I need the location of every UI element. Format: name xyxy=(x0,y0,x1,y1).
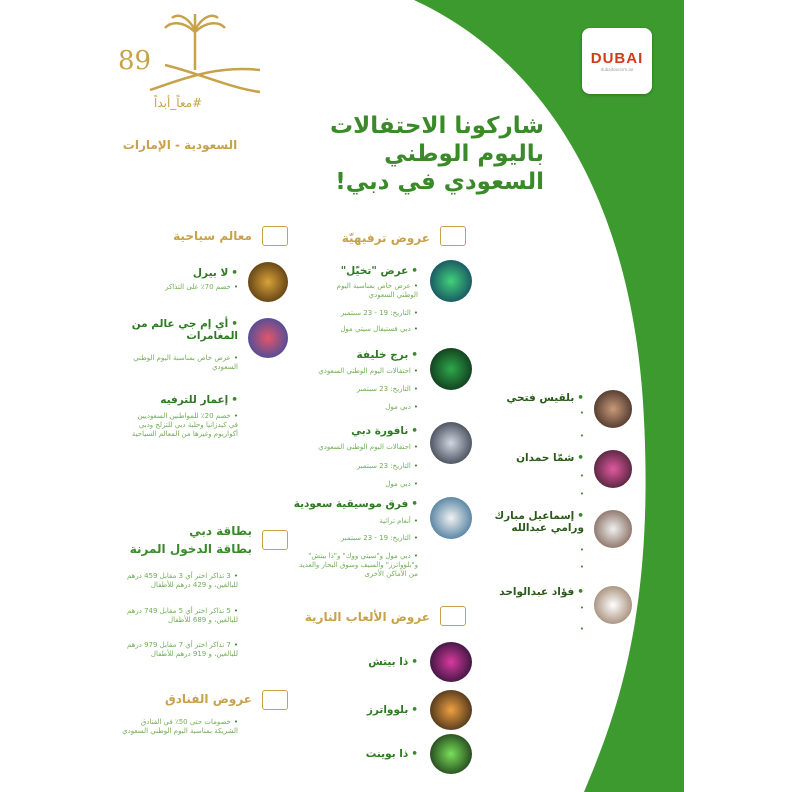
logo-word: DUBAI xyxy=(590,50,644,67)
pass-line-2: • 5 تذاكر اختر أي 5 مقابل 749 درهم للبالغين، و 689 للأطفال xyxy=(118,607,238,625)
saudi-bands-thumb xyxy=(430,497,472,539)
show-4-line-3: • دبي مول و"سيتي ووك" و"ذا بيتش" و"بلوواترز" والسيف وسوق البحار والعديد من الأماكن الأخرى xyxy=(298,552,418,579)
singer-1-thumb xyxy=(592,388,634,430)
concert-4-line-1: • التاريخ: 23 سبتمبر xyxy=(484,604,584,613)
emblem-number: 89 xyxy=(118,46,152,76)
concert-1-title: • بلقيس فتحي xyxy=(484,392,584,404)
fireworks-icon xyxy=(440,606,466,626)
show-3-line-1: • احتفالات اليوم الوطني السعودي xyxy=(318,443,418,452)
headline-line-1: شاركونا الاحتفالات xyxy=(330,113,544,139)
emblem-tagline: #معاً_أبداً xyxy=(154,96,203,110)
entertainment-icon xyxy=(440,226,466,246)
pass-subtitle: بطاقة الدخول المرنة xyxy=(129,542,252,556)
show-4-title: • فرق موسيقية سعودية xyxy=(288,498,418,510)
concert-4-title: • فؤاد عبدالواحد xyxy=(484,586,584,598)
countries-label: السعودية - الإمارات xyxy=(122,138,238,152)
show-1-line-3: • دبي فستيفال سيتي مول xyxy=(318,325,418,334)
concert-4-line-2: • دبي مول xyxy=(484,625,584,634)
singers-3-thumb xyxy=(592,508,634,550)
attraction-1-title: • لا بيرل xyxy=(128,267,238,279)
show-3-line-2: • التاريخ: 23 سبتمبر xyxy=(318,462,418,471)
fireworks-title: عروض الألعاب النارية xyxy=(304,610,430,624)
la-perle-thumb xyxy=(248,262,288,302)
firework-3-title[interactable]: • ذا بوينت xyxy=(318,748,418,760)
the-beach-thumb xyxy=(430,642,472,682)
attraction-2-title: • أي إم جي عالم من المغامرات xyxy=(128,318,238,342)
the-pointe-thumb xyxy=(430,734,472,774)
img-worlds-thumb xyxy=(248,318,288,358)
pass-line-1: • 3 تذاكر اختر أي 3 مقابل 459 درهم للبالغين، و 429 درهم للأطفال xyxy=(118,572,238,590)
poster xyxy=(114,0,684,792)
hotels-line-1: • خصومات حتى 50٪ في الفنادق الشريكة بمناسبة اليوم الوطني السعودي xyxy=(118,718,238,736)
concert-3-title: • إسماعيل مبارك ورامي عبدالله xyxy=(474,510,584,534)
pass-line-3: • 7 تذاكر اختر أي 7 مقابل 979 درهم للبالغين، و 919 درهم للأطفال xyxy=(118,641,238,659)
show-1-line-1: • عرض خاص بمناسبة اليوم الوطني السعودي xyxy=(318,282,418,300)
logo-sub: dubaitourism.ae xyxy=(600,67,634,72)
hotels-icon xyxy=(262,690,288,710)
burj-khalifa-thumb xyxy=(430,348,472,390)
attraction-3-line-1: • خصم 20٪ للمواطنين السعوديين في كيدزانيا وحلبة دبي للتزلج ودبي أكواريوم وغيرها من المعالم السياحية xyxy=(128,412,238,439)
show-2-line-1: • احتفالات اليوم الوطني السعودي xyxy=(318,367,418,376)
concert-1-line-2: • سيتي ووك xyxy=(484,432,584,441)
concert-2-line-1: • التاريخ: 20 سبتمبر xyxy=(484,472,584,481)
show-3-title: • نافورة دبي xyxy=(318,425,418,437)
dubai-pass-icon xyxy=(262,530,288,550)
attraction-2-line-1: • عرض خاص بمناسبة اليوم الوطني السعودي xyxy=(128,354,238,372)
concerts-icon xyxy=(606,348,632,368)
concert-3-line-1: • التاريخ: 22 سبتمبر xyxy=(484,546,584,555)
concert-1-line-1: • التاريخ: 19 سبتمبر xyxy=(484,409,584,418)
headline-line-3: السعودي في دبي! xyxy=(335,169,544,195)
pass-title: بطاقة دبي xyxy=(189,524,252,538)
attraction-1-line-1: • خصم 70٪ على التذاكر xyxy=(118,283,238,292)
attraction-3-title: • إعمار للترفيه xyxy=(128,394,238,406)
firework-2-title[interactable]: • بلوواترز xyxy=(318,704,418,716)
attractions-title: معالم سياحية xyxy=(173,229,252,243)
singer-4-thumb xyxy=(592,584,634,626)
bluewaters-thumb xyxy=(430,690,472,730)
firework-1-title[interactable]: • ذا بيتش xyxy=(318,656,418,668)
dubai-fountain-thumb xyxy=(430,422,472,464)
headline xyxy=(284,112,544,196)
hotels-title: عروض الفنادق xyxy=(165,692,252,706)
show-4-line-2: • التاريخ: 19 - 23 سبتمبر xyxy=(318,534,418,543)
concerts-title: حفلات غنائية مجانية xyxy=(481,353,600,367)
entertainment-title: عروض ترفيهيّة xyxy=(341,231,430,245)
concert-2-title: • شمّا حمدان xyxy=(484,452,584,464)
show-1-title: • عرض "تخيّل" xyxy=(318,265,418,277)
show-2-title: • برج خليفة xyxy=(318,349,418,361)
show-1-line-2: • التاريخ: 19 - 23 سبتمبر xyxy=(318,309,418,318)
imagine-show-thumb xyxy=(430,260,472,302)
singer-2-thumb xyxy=(592,448,634,490)
headline-line-2: باليوم الوطني xyxy=(384,141,544,167)
show-3-line-3: • دبي مول xyxy=(318,480,418,489)
show-2-line-3: • دبي مول xyxy=(318,403,418,412)
concert-3-line-2: • دبي مول xyxy=(484,563,584,572)
show-2-line-2: • التاريخ: 23 سبتمبر xyxy=(318,385,418,394)
show-4-line-1: • أنغام تراثية xyxy=(318,517,418,526)
dubai-logo[interactable] xyxy=(582,28,652,94)
concert-2-line-2: • لا مير xyxy=(484,490,584,499)
attractions-icon xyxy=(262,226,288,246)
